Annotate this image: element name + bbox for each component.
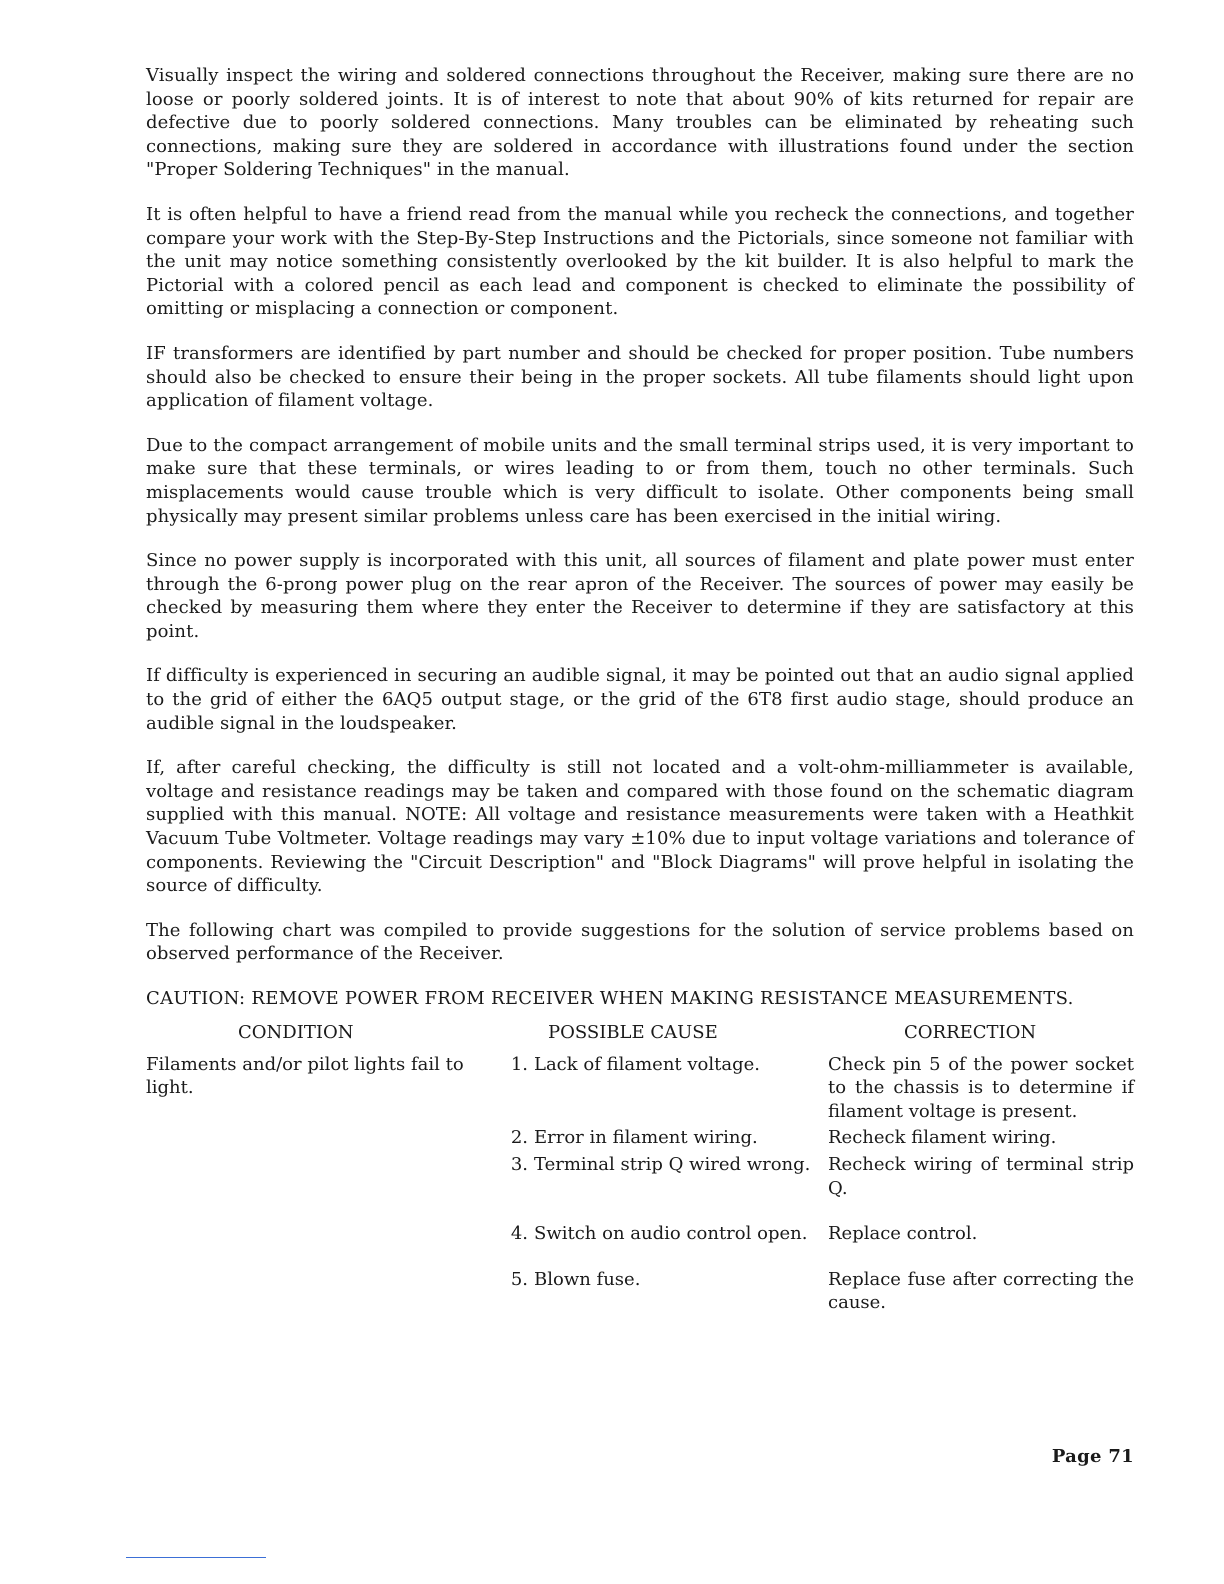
correction-cell: Recheck filament wiring.: [828, 1127, 1057, 1149]
correction-cell: Replace control.: [828, 1223, 978, 1245]
cause-cell: [498, 1126, 828, 1150]
header-condition: CONDITION: [238, 1021, 354, 1043]
cause-text: Switch on audio control open.: [534, 1223, 808, 1245]
cause-cell: [498, 1268, 828, 1315]
condition-cell: Filaments and/or pilot lights fail to light.: [146, 1053, 464, 1099]
paragraph-voltage-readings: If, after careful checking, the difficulty is still not located and a volt-ohm-milliammeter is available, voltage and resistance readings may be taken and compared with those found on the schematic diagram supplied with this manual. NOTE: All voltage and resistance measurements were taken with a Heathkit Vacuum Tube Voltmeter. Voltage readings may vary ±10% due to input voltage variations and tolerance of components. Reviewing the "Circuit Description" and "Block Diagrams" will prove helpful in isolating the source of difficulty.: [146, 757, 1134, 897]
cause-correction-rows: [498, 1053, 1134, 1315]
paragraph-power-supply: Since no power supply is incorporated with this unit, all sources of filament and plate power must enter through the 6-prong power plug on the rear apron of the Receiver. The sources of power may easily be checked by measuring them where they enter the Receiver to determine if they are satisfactory at this point.: [146, 550, 1134, 642]
correction-cell: Check pin 5 of the power socket to the chassis is to determine if filament voltage is present.: [828, 1053, 1134, 1122]
paragraph-friend-recheck: It is often helpful to have a friend read from the manual while you recheck the connections, and together compare your work with the Step-By-Step Instructions and the Pictorials, since someone not familiar with the unit may notice something consistently overlooked by the kit builder. It is also helpful to mark the Pictorial with a colored pencil as each lead and component is checked to eliminate the possibility of omitting or misplacing a connection or component.: [146, 203, 1134, 320]
cause-text: Terminal strip Q wired wrong.: [534, 1153, 811, 1175]
table-header: [146, 1021, 1134, 1045]
page-number: Page 71: [1051, 1446, 1134, 1467]
header-possible-cause: POSSIBLE CAUSE: [548, 1021, 718, 1043]
table-row: [498, 1053, 1134, 1124]
caution-notice: CAUTION: REMOVE POWER FROM RECEIVER WHEN MAKING RESISTANCE MEASUREMENTS.: [146, 988, 1074, 1009]
cause-text: Lack of filament voltage.: [534, 1053, 761, 1075]
cause-text: Error in filament wiring.: [534, 1127, 758, 1149]
cause-number: 5.: [510, 1268, 528, 1290]
cause-cell: [498, 1053, 828, 1124]
header-correction: CORRECTION: [904, 1021, 1037, 1043]
cause-text: Blown fuse.: [534, 1268, 641, 1290]
paragraph-if-transformers: IF transformers are identified by part number and should be checked for proper position. Tube numbers should also be checked to ensure their being in the proper sockets. All tube filaments should light upon application of filament voltage.: [146, 342, 1134, 412]
manual-page-content: [146, 64, 1134, 1315]
paragraph-compact-arrangement: Due to the compact arrangement of mobile units and the small terminal strips used, it is very important to make sure that these terminals, or wires leading to or from them, touch no other terminals. Such misplacements would cause trouble which is very difficult to isolate. Other components being small physically may present similar problems unless care has been exercised in the initial wiring.: [146, 434, 1134, 527]
table-row: [498, 1153, 1134, 1200]
table-body: [146, 1053, 1134, 1315]
footer-rule: [126, 1557, 266, 1558]
table-row: [498, 1126, 1134, 1150]
cause-number: 1.: [510, 1053, 528, 1075]
cause-number: 2.: [510, 1127, 528, 1149]
troubleshooting-table: [146, 1021, 1134, 1315]
paragraph-chart-intro: The following chart was compiled to provide suggestions for the solution of service problems based on observed performance of the Receiver.: [146, 919, 1134, 965]
paragraph-audible-signal: If difficulty is experienced in securing an audible signal, it may be pointed out that an audio signal applied to the grid of either the 6AQ5 output stage, or the grid of the 6T8 first audio stage, should produce an audible signal in the loudspeaker.: [146, 665, 1134, 734]
correction-cell: Recheck wiring of terminal strip Q.: [828, 1153, 1134, 1199]
cause-cell: [498, 1222, 828, 1246]
cause-number: 3.: [510, 1153, 528, 1175]
correction-cell: Replace fuse after correcting the cause.: [828, 1268, 1134, 1314]
cause-number: 4.: [510, 1223, 528, 1245]
table-row: [498, 1222, 1134, 1246]
table-row: [498, 1268, 1134, 1315]
paragraph-inspect-wiring: Visually inspect the wiring and soldered connections throughout the Receiver, making sure there are no loose or poorly soldered joints. It is of interest to note that about 90% of kits returned for repair are defective due to poorly soldered connections. Many troubles can be eliminated by reheating such connections, making sure they are soldered in accordance with illustrations found under the section "Proper Soldering Techniques" in the manual.: [146, 65, 1134, 181]
cause-cell: [498, 1153, 828, 1200]
